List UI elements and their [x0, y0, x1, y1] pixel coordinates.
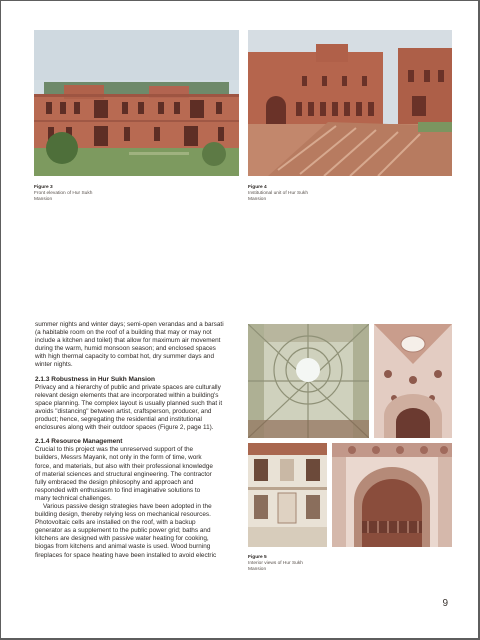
text-line: summer nights and winter days; semi-open verandas and a barsati	[35, 321, 224, 328]
text-line: kitchens are designed with passive water heating for cooking,	[35, 535, 209, 543]
figure-4-caption	[248, 185, 308, 202]
text-line: fully embraced the design philosophy and approach and	[35, 478, 194, 486]
figure-4-label: Figure 4	[248, 185, 267, 190]
robustness-paragraph	[35, 384, 237, 433]
text-line: generator as a supplement to the public power grid; baths and	[35, 527, 211, 535]
body-text-column	[35, 321, 237, 560]
figure-3-caption-line: Mansion	[34, 196, 53, 202]
figure-5-caption-line: Interior views of Hur Sukh	[248, 560, 303, 566]
text-line: Crucial to this project was the unreserved support of the	[35, 446, 194, 454]
section-heading-resource: 2.1.4 Resource Management	[35, 438, 123, 446]
figure-3-photo	[34, 30, 239, 176]
resource-paragraph	[35, 446, 237, 503]
text-line: responded with enthusiasm to find imaginative solutions to	[35, 486, 201, 494]
text-line: space planning. The complex layout is usually planned such that it	[35, 399, 223, 407]
text-line: enclosures along with their outdoor spaces (Figure 2, page 11).	[35, 424, 214, 432]
figure-5-photo-courtyard	[248, 443, 327, 547]
text-line: (a habitable room on the roof of a building that may or may not	[35, 329, 212, 337]
text-line: product; hence, segregating the residential and institutional	[35, 416, 202, 424]
figure-4-caption-line: Mansion	[248, 196, 267, 202]
figure-4-caption-line: Institutional unit of Hur Sukh	[248, 190, 308, 196]
figure-5-caption-line: Mansion	[248, 566, 267, 572]
figure-5-label: Figure 5	[248, 555, 267, 560]
text-line: relevant design elements that are incorporated within a building's	[35, 391, 219, 399]
text-line: Privacy and a hierarchy of public and private spaces are culturally	[35, 383, 221, 391]
text-line: Photovoltaic cells are installed on the roof, with a backup	[35, 519, 196, 527]
text-line: avoids "distancing" between artist, craftsperson, producer, and	[35, 407, 212, 415]
passive-design-paragraph	[35, 503, 237, 560]
figure-5-photo-dome	[248, 324, 369, 438]
text-line: biogas from kitchens and animal waste is used. Wood burning	[35, 543, 211, 551]
text-line: building design, thereby relying less on mechanical resources.	[35, 511, 211, 519]
page-number: 9	[442, 598, 448, 609]
text-line: many technical challenges.	[35, 494, 112, 502]
figure-3-caption	[34, 185, 92, 202]
text-line: during the warm, humid monsoon season; and enclosed spaces	[35, 345, 216, 353]
figure-5-photo-arch	[332, 443, 452, 547]
text-line: winter nights.	[35, 361, 73, 369]
figure-5-caption	[248, 555, 303, 572]
text-line: with high thermal capacity to combat hot, dry summer days and	[35, 353, 215, 361]
text-line: builders, Messrs Mayank, not only in the form of time, work	[35, 454, 202, 462]
document-page	[1, 1, 478, 638]
text-line: force, and materials, but also with their professional knowledge	[35, 462, 213, 470]
figure-5-photo-ceiling	[374, 324, 452, 438]
text-line: Various passive design strategies have been adopted in the	[43, 502, 212, 510]
text-line: fireplaces for space heating have been installed to avoid electric	[35, 551, 217, 559]
section-heading-robustness: 2.1.3 Robustness in Hur Sukh Mansion	[35, 375, 155, 383]
intro-paragraph	[35, 321, 237, 370]
text-line: include a kitchen and toilet) that allow for maximum air movement	[35, 337, 221, 345]
figure-3-caption-line: Front elevation of Hur Sukh	[34, 190, 93, 196]
figure-3-label: Figure 3	[34, 185, 53, 190]
text-line: of material sciences and structural engineering. The contractor	[35, 470, 212, 478]
figure-4-photo	[248, 30, 452, 176]
